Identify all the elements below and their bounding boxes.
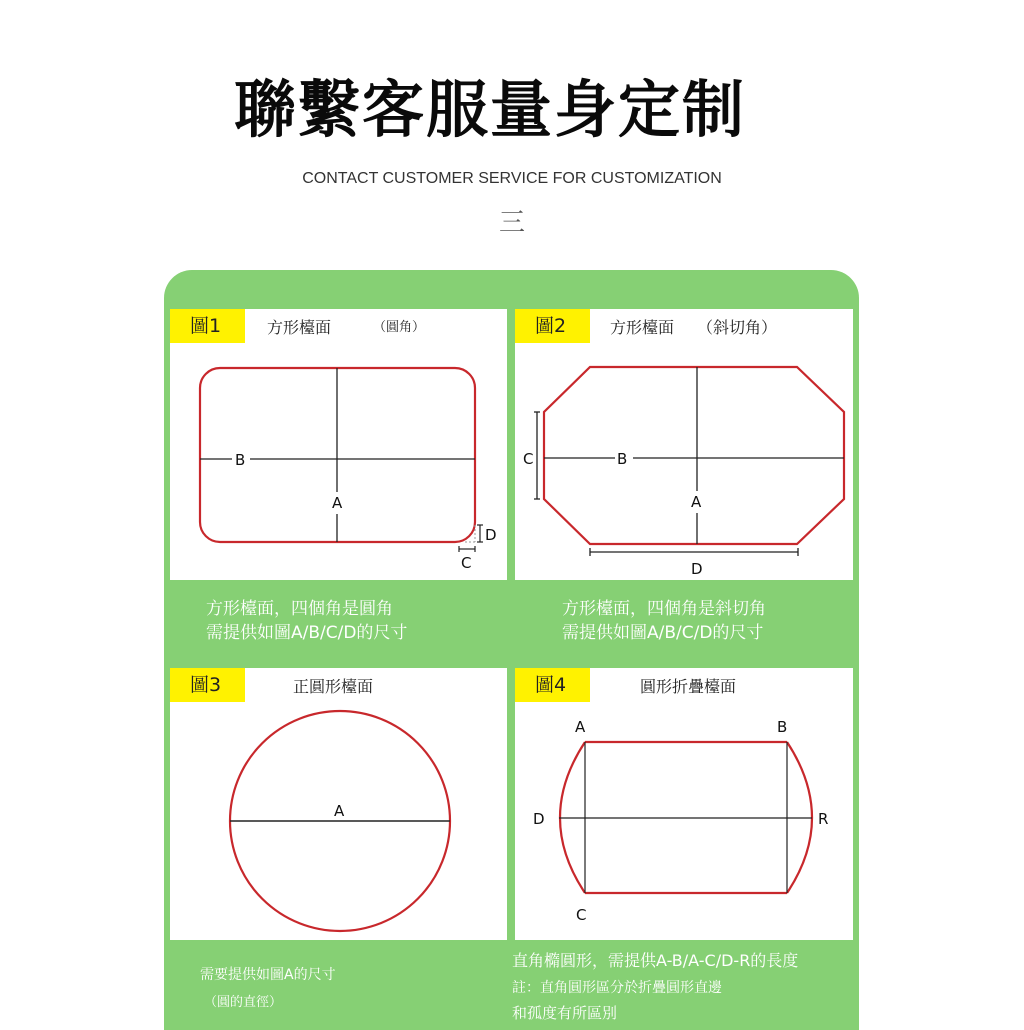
figure-heading-note: （斜切角）: [697, 318, 778, 337]
page-title: 聯繫客服量身定制: [233, 73, 746, 146]
label-r: R: [818, 810, 829, 828]
figure-4-caption-note: 註：直角圓形區分於折疊圓形直邊: [512, 980, 722, 996]
figure-tag: 圖4: [515, 668, 590, 702]
figure-heading: 方形檯面: [610, 318, 675, 337]
caption-line: 方形檯面，四個角是圓角: [206, 599, 393, 619]
figure-tag: 圖3: [170, 668, 245, 702]
rounded-rectangle-diagram: [170, 309, 507, 580]
label-a: A: [691, 493, 702, 511]
chamfered-rectangle-diagram: [515, 309, 853, 580]
figure-heading: 正圓形檯面: [293, 677, 374, 696]
figure-4-caption: 直角橢圓形，需提供A-B/A-C/D-R的長度: [512, 951, 799, 970]
figure-4-caption-note-2: 和孤度有所區別: [512, 1004, 618, 1022]
label-c: C: [523, 450, 534, 468]
figure-tag: 圖2: [515, 309, 590, 343]
caption-line: 需提供如圖A/B/C/D的尺寸: [562, 623, 764, 643]
label-d: D: [691, 560, 703, 578]
menu-icon: 三: [498, 208, 525, 238]
figure-4-card: [515, 668, 853, 940]
label-d: D: [533, 810, 545, 828]
caption-line: 方形檯面，四個角是斜切角: [562, 599, 766, 619]
label-c: C: [576, 906, 587, 924]
label-a: A: [332, 494, 343, 512]
figure-heading: 方形檯面: [267, 318, 332, 337]
label-a: A: [334, 802, 345, 820]
label-b: B: [235, 451, 246, 469]
figure-1-caption: [206, 597, 407, 645]
figure-3-caption: 需要提供如圖A的尺寸: [200, 967, 336, 983]
figure-2-caption: [562, 597, 766, 645]
figure-2-card: [515, 309, 853, 580]
label-a: A: [575, 718, 586, 736]
figure-heading: 圓形折疊檯面: [640, 677, 737, 696]
label-d: D: [485, 526, 497, 544]
circle-diagram: [170, 668, 507, 940]
label-b: B: [777, 718, 788, 736]
label-c: C: [461, 554, 472, 572]
label-b: B: [617, 450, 628, 468]
figure-tag: 圖1: [170, 309, 245, 343]
page-subtitle: CONTACT CUSTOMER SERVICE FOR CUSTOMIZATION: [302, 170, 722, 187]
caption-line: 需提供如圖A/B/C/D的尺寸: [206, 623, 408, 643]
figure-1-card: [170, 309, 507, 580]
figure-3-card: [170, 668, 507, 940]
folding-round-table-diagram: [515, 668, 853, 940]
figure-heading-note: （圓角）: [373, 320, 426, 335]
figure-3-caption-note: （圓的直徑）: [204, 995, 283, 1010]
